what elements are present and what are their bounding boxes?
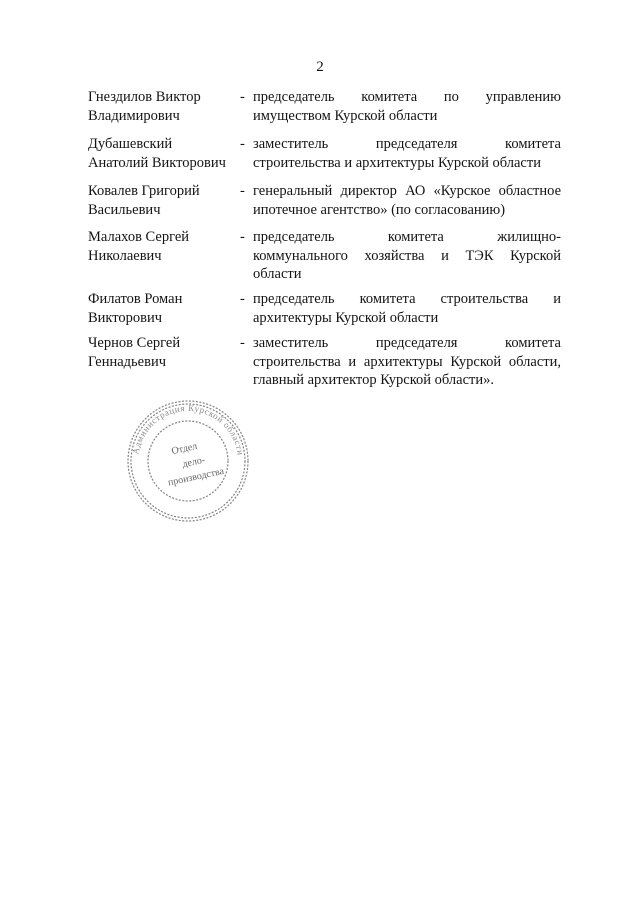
stamp-seal xyxy=(122,395,254,527)
member-position-line: области xyxy=(253,266,302,282)
member-dash: - xyxy=(240,291,245,307)
page-number: 2 xyxy=(316,59,324,75)
member-name: Филатов Роман Викторович xyxy=(88,291,183,326)
member-position xyxy=(253,88,561,125)
member-name: Чернов Сергей Геннадьевич xyxy=(88,335,181,370)
member-position-line: имуществом Курской области xyxy=(253,107,438,124)
member-position xyxy=(253,290,561,327)
member-position-line: председатель комитета строительства и xyxy=(253,291,561,307)
member-name: Дубашевский Анатолий Викторович xyxy=(88,136,226,171)
member-position-line: ипотечное агентство» (по согласованию) xyxy=(253,201,506,218)
member-dash: - xyxy=(240,229,245,245)
member-name: Гнездилов Виктор Владимирович xyxy=(88,89,201,124)
member-position-line: коммунального хозяйства и ТЭК Курской xyxy=(253,247,561,264)
seal-center-line-2: дело- xyxy=(181,454,207,471)
member-position-line: заместитель председателя комитета xyxy=(253,136,561,152)
member-position-line: строительства и архитектуры Курской области, xyxy=(253,353,561,370)
member-dash: - xyxy=(240,136,245,152)
member-position-line: генеральный директор АО «Курское областное xyxy=(253,183,561,199)
member-position-line: заместитель председателя комитета xyxy=(253,335,561,351)
member-position-line: председатель комитета жилищно- xyxy=(253,229,561,245)
member-dash: - xyxy=(240,335,245,351)
seal-center-line-3: производства xyxy=(167,465,226,489)
member-dash: - xyxy=(240,89,245,105)
member-dash: - xyxy=(240,183,245,199)
member-position xyxy=(253,182,561,219)
member-position-line: архитектуры Курской области xyxy=(253,309,439,326)
seal-center-line-1: Отдел xyxy=(170,440,199,458)
seal-ring-textpath: Администрация Курской области xyxy=(130,402,246,457)
member-position xyxy=(253,228,561,284)
member-position-line: строительства и архитектуры Курской области xyxy=(253,154,541,171)
member-position-line: председатель комитета по управлению xyxy=(253,89,561,105)
member-position xyxy=(253,334,561,390)
member-position xyxy=(253,135,561,172)
member-position-line: главный архитектор Курской области». xyxy=(253,372,495,388)
member-name: Ковалев Григорий Васильевич xyxy=(88,183,200,218)
member-name: Малахов Сергей Николаевич xyxy=(88,229,190,264)
